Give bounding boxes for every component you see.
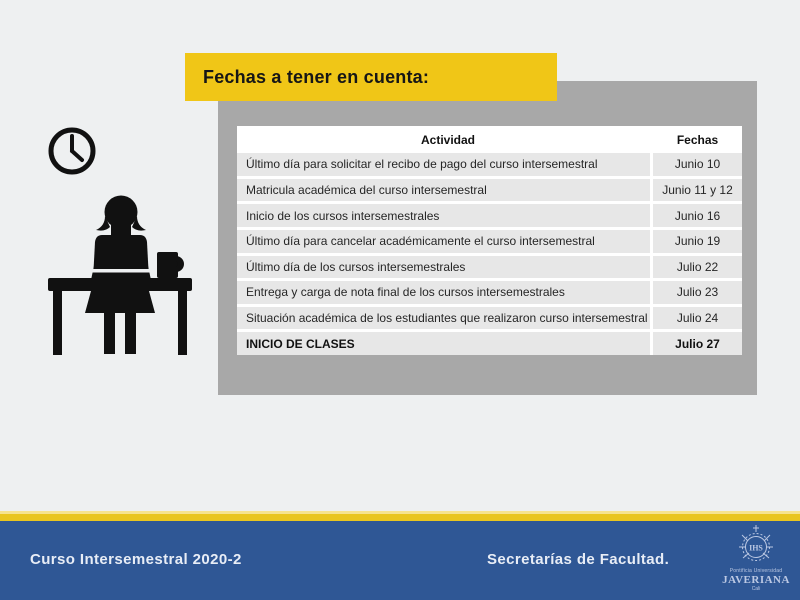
activity-cell: Situación académica de los estudiantes que realizaron curso intersemestral bbox=[237, 307, 653, 330]
javeriana-crest-icon bbox=[734, 523, 778, 567]
date-cell: Julio 24 bbox=[676, 311, 719, 326]
footer-yellow-divider bbox=[0, 511, 800, 521]
table-row bbox=[237, 230, 742, 256]
date-cell: Julio 23 bbox=[676, 285, 719, 300]
table-header-row bbox=[237, 126, 742, 153]
table-row bbox=[237, 179, 742, 205]
date-cell: Junio 10 bbox=[674, 157, 721, 172]
footer-course-label: Curso Intersemestral 2020-2 bbox=[30, 551, 242, 568]
javeriana-logo bbox=[716, 523, 796, 597]
table-row bbox=[237, 332, 742, 355]
date-cell: Junio 19 bbox=[674, 234, 721, 249]
logo-city-label: Cali bbox=[751, 586, 761, 592]
table-row bbox=[237, 204, 742, 230]
activity-cell: Último día para solicitar el recibo de pago del curso intersemestral bbox=[237, 153, 653, 176]
activity-cell: INICIO DE CLASES bbox=[237, 332, 653, 355]
table-row bbox=[237, 256, 742, 282]
activity-cell: Inicio de los cursos intersemestrales bbox=[237, 204, 653, 227]
column-header-fechas: Fechas bbox=[676, 132, 719, 147]
activity-cell: Último día de los cursos intersemestrales bbox=[237, 256, 653, 279]
crest-monogram: IHS bbox=[749, 543, 763, 553]
page-title: Fechas a tener en cuenta: bbox=[203, 66, 430, 87]
date-cell: Junio 16 bbox=[674, 208, 721, 223]
table-row bbox=[237, 281, 742, 307]
logo-javeriana-label: JAVERIANA bbox=[722, 574, 790, 586]
table-rows bbox=[237, 153, 742, 355]
activity-cell: Entrega y carga de nota final de los cursos intersemestrales bbox=[237, 281, 653, 304]
activity-cell: Último día para cancelar académicamente el curso intersemestral bbox=[237, 230, 653, 253]
table-row bbox=[237, 307, 742, 333]
title-banner bbox=[185, 53, 557, 101]
date-cell: Julio 22 bbox=[676, 259, 719, 274]
date-cell: Julio 27 bbox=[675, 336, 720, 351]
clock-icon bbox=[45, 124, 99, 178]
schedule-table bbox=[237, 126, 742, 355]
person-at-desk-icon bbox=[45, 190, 195, 356]
logo-university-label: Pontificia Universidad bbox=[729, 568, 783, 574]
activity-cell: Matricula académica del curso intersemestral bbox=[237, 179, 653, 202]
column-header-actividad: Actividad bbox=[237, 126, 653, 153]
footer-secretarias-label: Secretarías de Facultad. bbox=[487, 551, 670, 568]
table-row bbox=[237, 153, 742, 179]
date-cell: Junio 11 y 12 bbox=[662, 182, 733, 197]
